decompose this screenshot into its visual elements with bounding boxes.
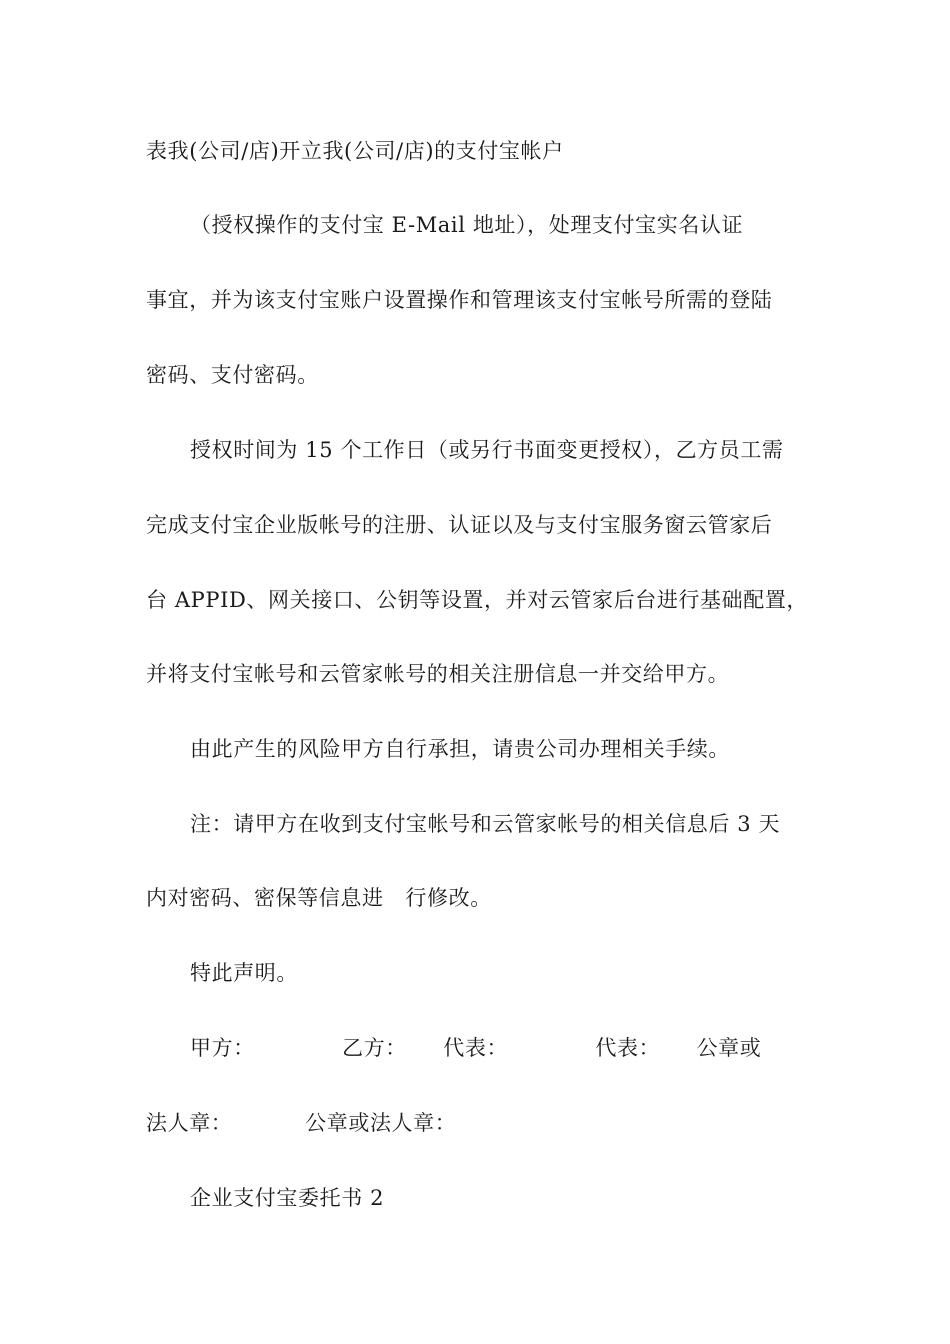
text-line-5: 授权时间为 15 个工作日（或另行书面变更授权），乙方员工需 bbox=[190, 438, 784, 462]
signature-line: 甲方： 乙方： 代表： 代表： 公章或 bbox=[190, 1036, 762, 1060]
text-line-3: 事宜，并为该支付宝账户设置操作和管理该支付宝帐号所需的登陆 bbox=[146, 288, 773, 312]
text-line-1: 表我(公司/店)开立我(公司/店)的支付宝帐户 bbox=[146, 139, 564, 163]
text-line-7: 台 APPID、网关接口、公钥等设置，并对云管家后台进行基础配置， bbox=[146, 588, 809, 612]
text-line-9: 由此产生的风险甲方自行承担，请贵公司办理相关手续。 bbox=[190, 737, 730, 761]
text-line-12: 特此声明。 bbox=[190, 961, 298, 985]
text-line-6: 完成支付宝企业版帐号的注册、认证以及与支付宝服务窗云管家后 bbox=[146, 513, 773, 537]
text-line-8: 并将支付宝帐号和云管家帐号的相关注册信息一并交给甲方。 bbox=[146, 662, 730, 686]
section-title: 企业支付宝委托书 2 bbox=[190, 1186, 385, 1210]
text-line-11: 内对密码、密保等信息进 行修改。 bbox=[146, 886, 492, 910]
text-line-2: （授权操作的支付宝 E-Mail 地址），处理支付宝实名认证 bbox=[190, 213, 744, 237]
text-line-10: 注：请甲方在收到支付宝帐号和云管家帐号的相关信息后 3 天 bbox=[190, 812, 781, 836]
seal-line: 法人章： 公章或法人章： bbox=[146, 1111, 457, 1135]
text-line-4: 密码、支付密码。 bbox=[146, 363, 319, 387]
